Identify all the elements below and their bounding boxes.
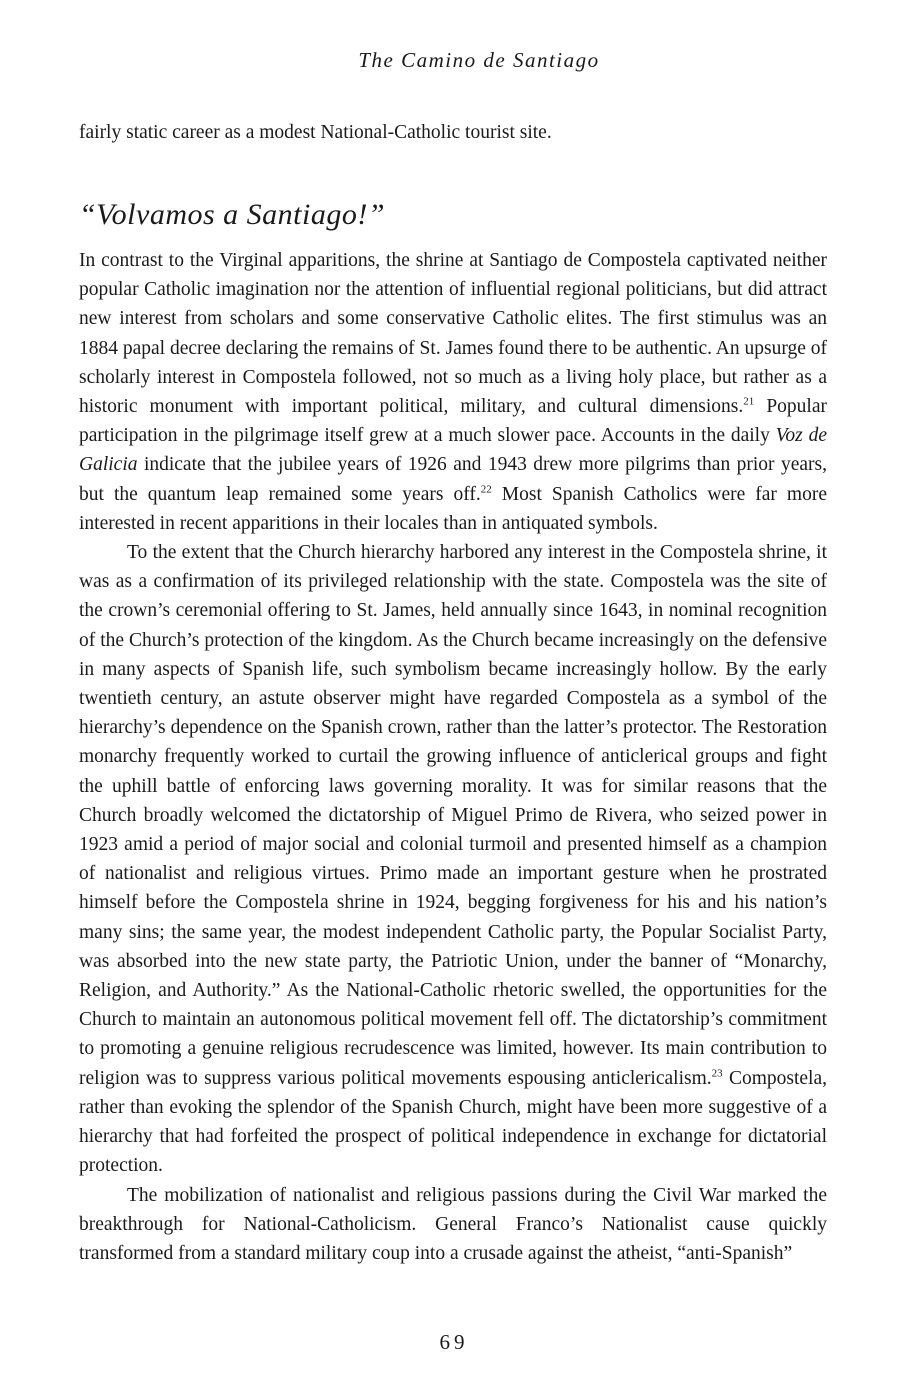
main-text: [79, 246, 827, 1268]
page-number: 69: [439, 1330, 469, 1354]
running-head: The Camino de Santiago: [358, 48, 600, 72]
footnote-ref-22: 22: [480, 483, 492, 496]
footnote-ref-21: 21: [743, 395, 755, 408]
paragraph-2: To the extent that the Church hierarchy harbored any interest in the Compostela shrine, it was as a confirmation of its privileged relationship with the state. Compostela was the site of the crown’s ceremonial offering to St. James, held annually since 1643, in nominal recognition of the Church’s protection of the kingdom. As the Church became increasingly on the defensive in many aspects of Spanish life, such symbolism became increasingly hollow. By the early twentieth century, an astute observer might have regarded Compostela as a symbol of the hierarchy’s dependence on the Spanish crown, rather than the latter’s protector. The Restoration monarchy frequently worked to curtail the growing influence of anticlerical groups and fight the uphill battle of enforcing laws governing morality. It was for similar reasons that the Church broadly welcomed the dictatorship of Miguel Primo de Rivera, who seized power in 1923 amid a period of major social and colonial turmoil and presented himself as a champion of nationalist and religious virtues. Primo made an important gesture when he prostrated himself before the Compostela shrine in 1924, begging forgiveness for his and his nation’s many sins; the same year, the modest independent Catholic party, the Popular Socialist Party, was absorbed into the new state party, the Patriotic Union, under the banner of “Monarchy, Religion, and Authority.” As the National-Catholic rhetoric swelled, the opportunities for the Church to maintain an autonomous political movement fell off. The dictatorship’s commitment to promoting a genuine religious recrudescence was limited, however. Its main contribution to religion was to suppress various political movements espousing anticlericalism.$^{23}$ Compostela, rather than evoking the splendor of the Spanish Church, might have been more suggestive of a hierarchy that had forfeited the prospect of political independence in exchange for dictatorial protection.: [79, 542, 827, 1177]
paragraph-1: In contrast to the Virginal apparitions, the shrine at Santiago de Compostela captivated neither popular Catholic imagination nor the attention of influential regional politicians, but did attract new interest from scholars and some conservative Catholic elites. The first stimulus was an 1884 papal decree declaring the remains of St. James found there to be authentic. An upsurge of scholarly interest in Compostela followed, not so much as a living holy place, but rather as a historic monument with important political, military, and cultural dimensions.$^{21}$ Popular participation in the pilgrimage itself grew at a much slower pace. Accounts in the daily Voz de Galicia indicate that the jubilee years of 1926 and 1943 drew more pilgrims than prior years, but the quantum leap remained some years off.$^{22}$ Most Spanish Catholics were far more interested in recent apparitions in their locales than in antiquated symbols.: [79, 250, 827, 534]
paragraph-3: The mobilization of nationalist and religious passions during the Civil War marked the breakthrough for National-Catholicism. General Franco’s Nationalist cause quickly transformed from a standard military coup into a crusade against the atheist, “anti-Spanish”: [79, 1184, 827, 1264]
carry-over-line: fairly static career as a modest National-Catholic tourist site.: [79, 122, 552, 143]
section-heading: “Volvamos a Santiago!”: [79, 198, 386, 231]
newspaper-title: Voz de Galicia: [79, 425, 827, 476]
footnote-ref-23: 23: [711, 1067, 723, 1080]
